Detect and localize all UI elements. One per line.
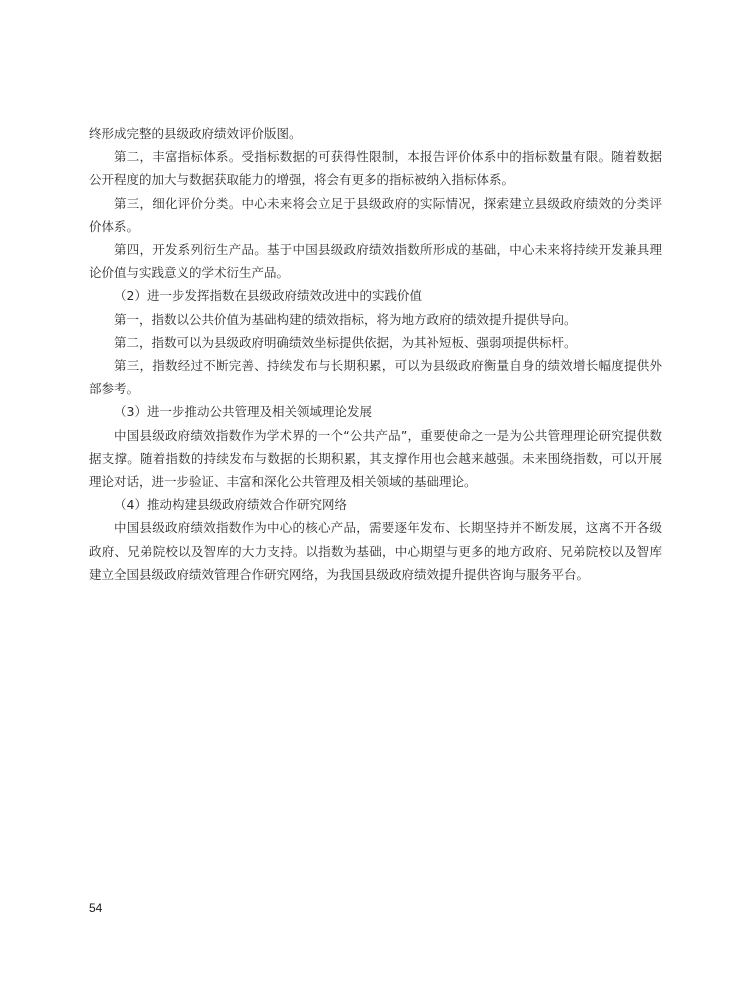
paragraph-continuation: 终形成完整的县级政府绩效评价版图。 [89,126,302,141]
paragraph-theory-development: 中国县级政府绩效指数作为学术界的一个“公共产品”，重要使命之一是为公共管理理论研究提供数据支撑。随着指数的持续发布与数据的长期积累，其支撑作用也会越来越强。未来围绕指数，可以开展理论对话，进一步验证、丰富和深化公共管理及相关领域的基础理论。 [89,427,662,490]
paragraph-public-value-guidance: 第一，指数以公共价值为基础构建的绩效指标，将为地方政府的绩效提升提供导向。 [114,311,577,327]
body-text [89,122,662,586]
section-heading-3: （3）进一步推动公共管理及相关领域理论发展 [114,404,372,420]
section-heading-2: （2）进一步发挥指数在县级政府绩效改进中的实践价值 [114,288,422,304]
paragraph-enrich-indicators: 第二，丰富指标体系。受指标数据的可获得性限制，本报告评价体系中的指标数量有限。随着数据公开程度的加大与数据获取能力的增强，将会有更多的指标被纳入指标体系。 [89,149,662,188]
section-heading-4: （4）推动构建县级政府绩效合作研究网络 [114,497,347,513]
paragraph-refine-classification: 第三，细化评价分类。中心未来将会立足于县级政府的实际情况，探索建立县级政府绩效的分类评价体系。 [89,195,662,234]
page-number: 54 [89,901,103,915]
paragraph-derivative-products: 第四，开发系列衍生产品。基于中国县级政府绩效指数所形成的基础，中心未来将持续开发兼具理论价值与实践意义的学术衍生产品。 [89,242,662,281]
paragraph-external-reference: 第三，指数经过不断完善、持续发布与长期积累，可以为县级政府衡量自身的绩效增长幅度提供外部参考。 [89,358,662,397]
paragraph-research-network: 中国县级政府绩效指数作为中心的核心产品，需要逐年发布、长期坚持并不断发展，这离不开各级政府、兄弟院校以及智库的大力支持。以指数为基础，中心期望与更多的地方政府、兄弟院校以及智库建立全国县级政府绩效管理合作研究网络，为我国县级政府绩效提升提供咨询与服务平台。 [89,520,662,582]
paragraph-benchmark-basis: 第二，指数可以为县级政府明确绩效坐标提供依据，为其补短板、强弱项提供标杆。 [114,334,577,350]
